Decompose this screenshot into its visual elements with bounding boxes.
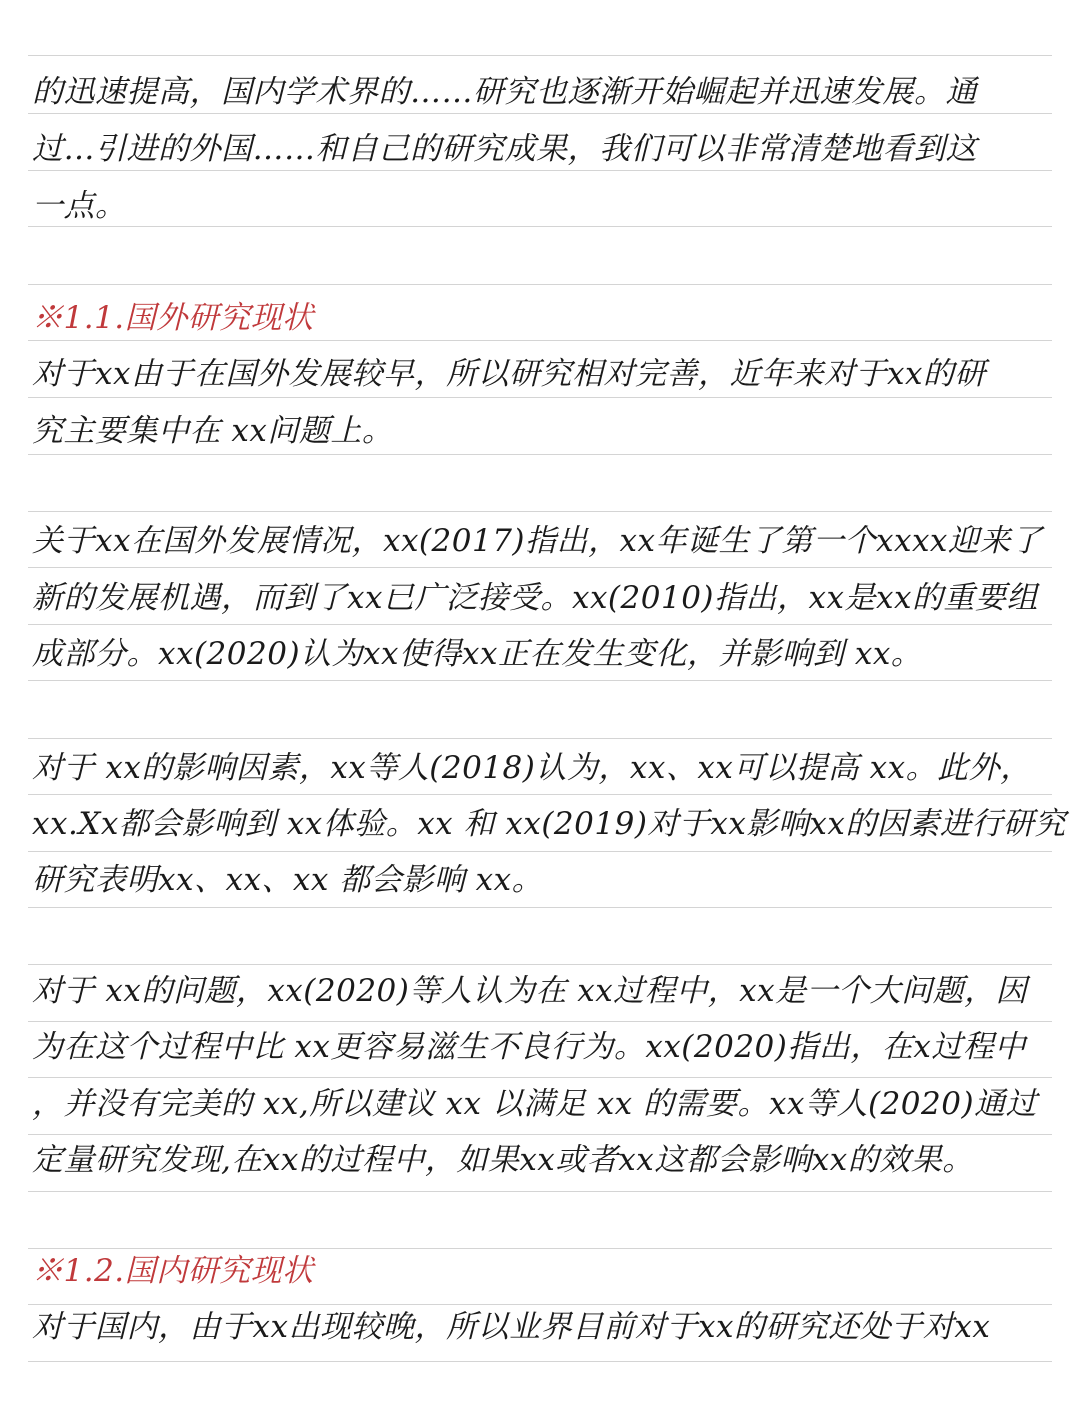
paragraph-line: 新的发展机遇，而到了xx已广泛接受。xx(2010)指出，xx是xx的重要组 [32,580,1038,616]
ruled-line [28,964,1052,965]
ruled-line [28,794,1052,795]
ruled-line [28,511,1052,512]
ruled-line [28,567,1052,568]
paragraph-line: 对于xx由于在国外发展较早，所以研究相对完善，近年来对于xx的研 [32,356,986,392]
ruled-line [28,1361,1052,1362]
ruled-line [28,454,1052,455]
intro-line: 一点。 [32,188,127,224]
ruled-line [28,851,1052,852]
paragraph-line: xx.Xx都会影响到 xx体验。xx 和 xx(2019)对于xx影响xx的因素进行研究 [32,806,1066,842]
ruled-line [28,397,1052,398]
ruled-line [28,738,1052,739]
paragraph-line: ，并没有完美的 xx,所以建议 xx 以满足 xx 的需要。xx等人(2020)通过 [32,1086,1038,1122]
paragraph-line: 成部分。xx(2020)认为xx使得xx正在发生变化，并影响到 xx。 [32,636,923,672]
ruled-line [28,1304,1052,1305]
ruled-line [28,113,1052,114]
paragraph-line: 研究表明xx、xx、xx 都会影响 xx。 [32,862,544,898]
paragraph-line: 关于xx在国外发展情况，xx(2017)指出，xx年诞生了第一个xxxx迎来了 [32,523,1043,559]
ruled-line [28,1021,1052,1022]
ruled-line [28,55,1052,56]
paragraph-line: 对于 xx的影响因素，xx等人(2018)认为，xx、xx可以提高 xx。此外， [32,750,1032,786]
intro-line: 的迅速提高，国内学术界的……研究也逐渐开始崛起并迅速发展。通 [32,74,977,110]
paragraph-line: 对于国内，由于xx出现较晚，所以业界目前对于xx的研究还处于对xx [32,1309,991,1345]
paragraph-line: 为在这个过程中比 xx更容易滋生不良行为。xx(2020)指出，在x过程中 [32,1029,1026,1065]
section-heading-domestic: ※1.2.国内研究现状 [32,1253,314,1289]
section-heading-foreign: ※1.1.国外研究现状 [32,300,314,336]
ruled-line [28,680,1052,681]
paragraph-line: 对于 xx的问题，xx(2020)等人认为在 xx过程中，xx是一个大问题，因 [32,973,1028,1009]
ruled-line [28,284,1052,285]
ruled-line [28,1134,1052,1135]
ruled-line [28,1077,1052,1078]
ruled-line [28,340,1052,341]
ruled-line [28,907,1052,908]
ruled-line [28,1248,1052,1249]
ruled-line [28,1191,1052,1192]
ruled-line [28,226,1052,227]
ruled-line [28,170,1052,171]
ruled-line [28,624,1052,625]
intro-line: 过…引进的外国……和自己的研究成果，我们可以非常清楚地看到这 [32,131,977,167]
paragraph-line: 定量研究发现,在xx的过程中，如果xx或者xx这都会影响xx的效果。 [32,1142,974,1178]
paragraph-line: 究主要集中在 xx问题上。 [32,413,394,449]
